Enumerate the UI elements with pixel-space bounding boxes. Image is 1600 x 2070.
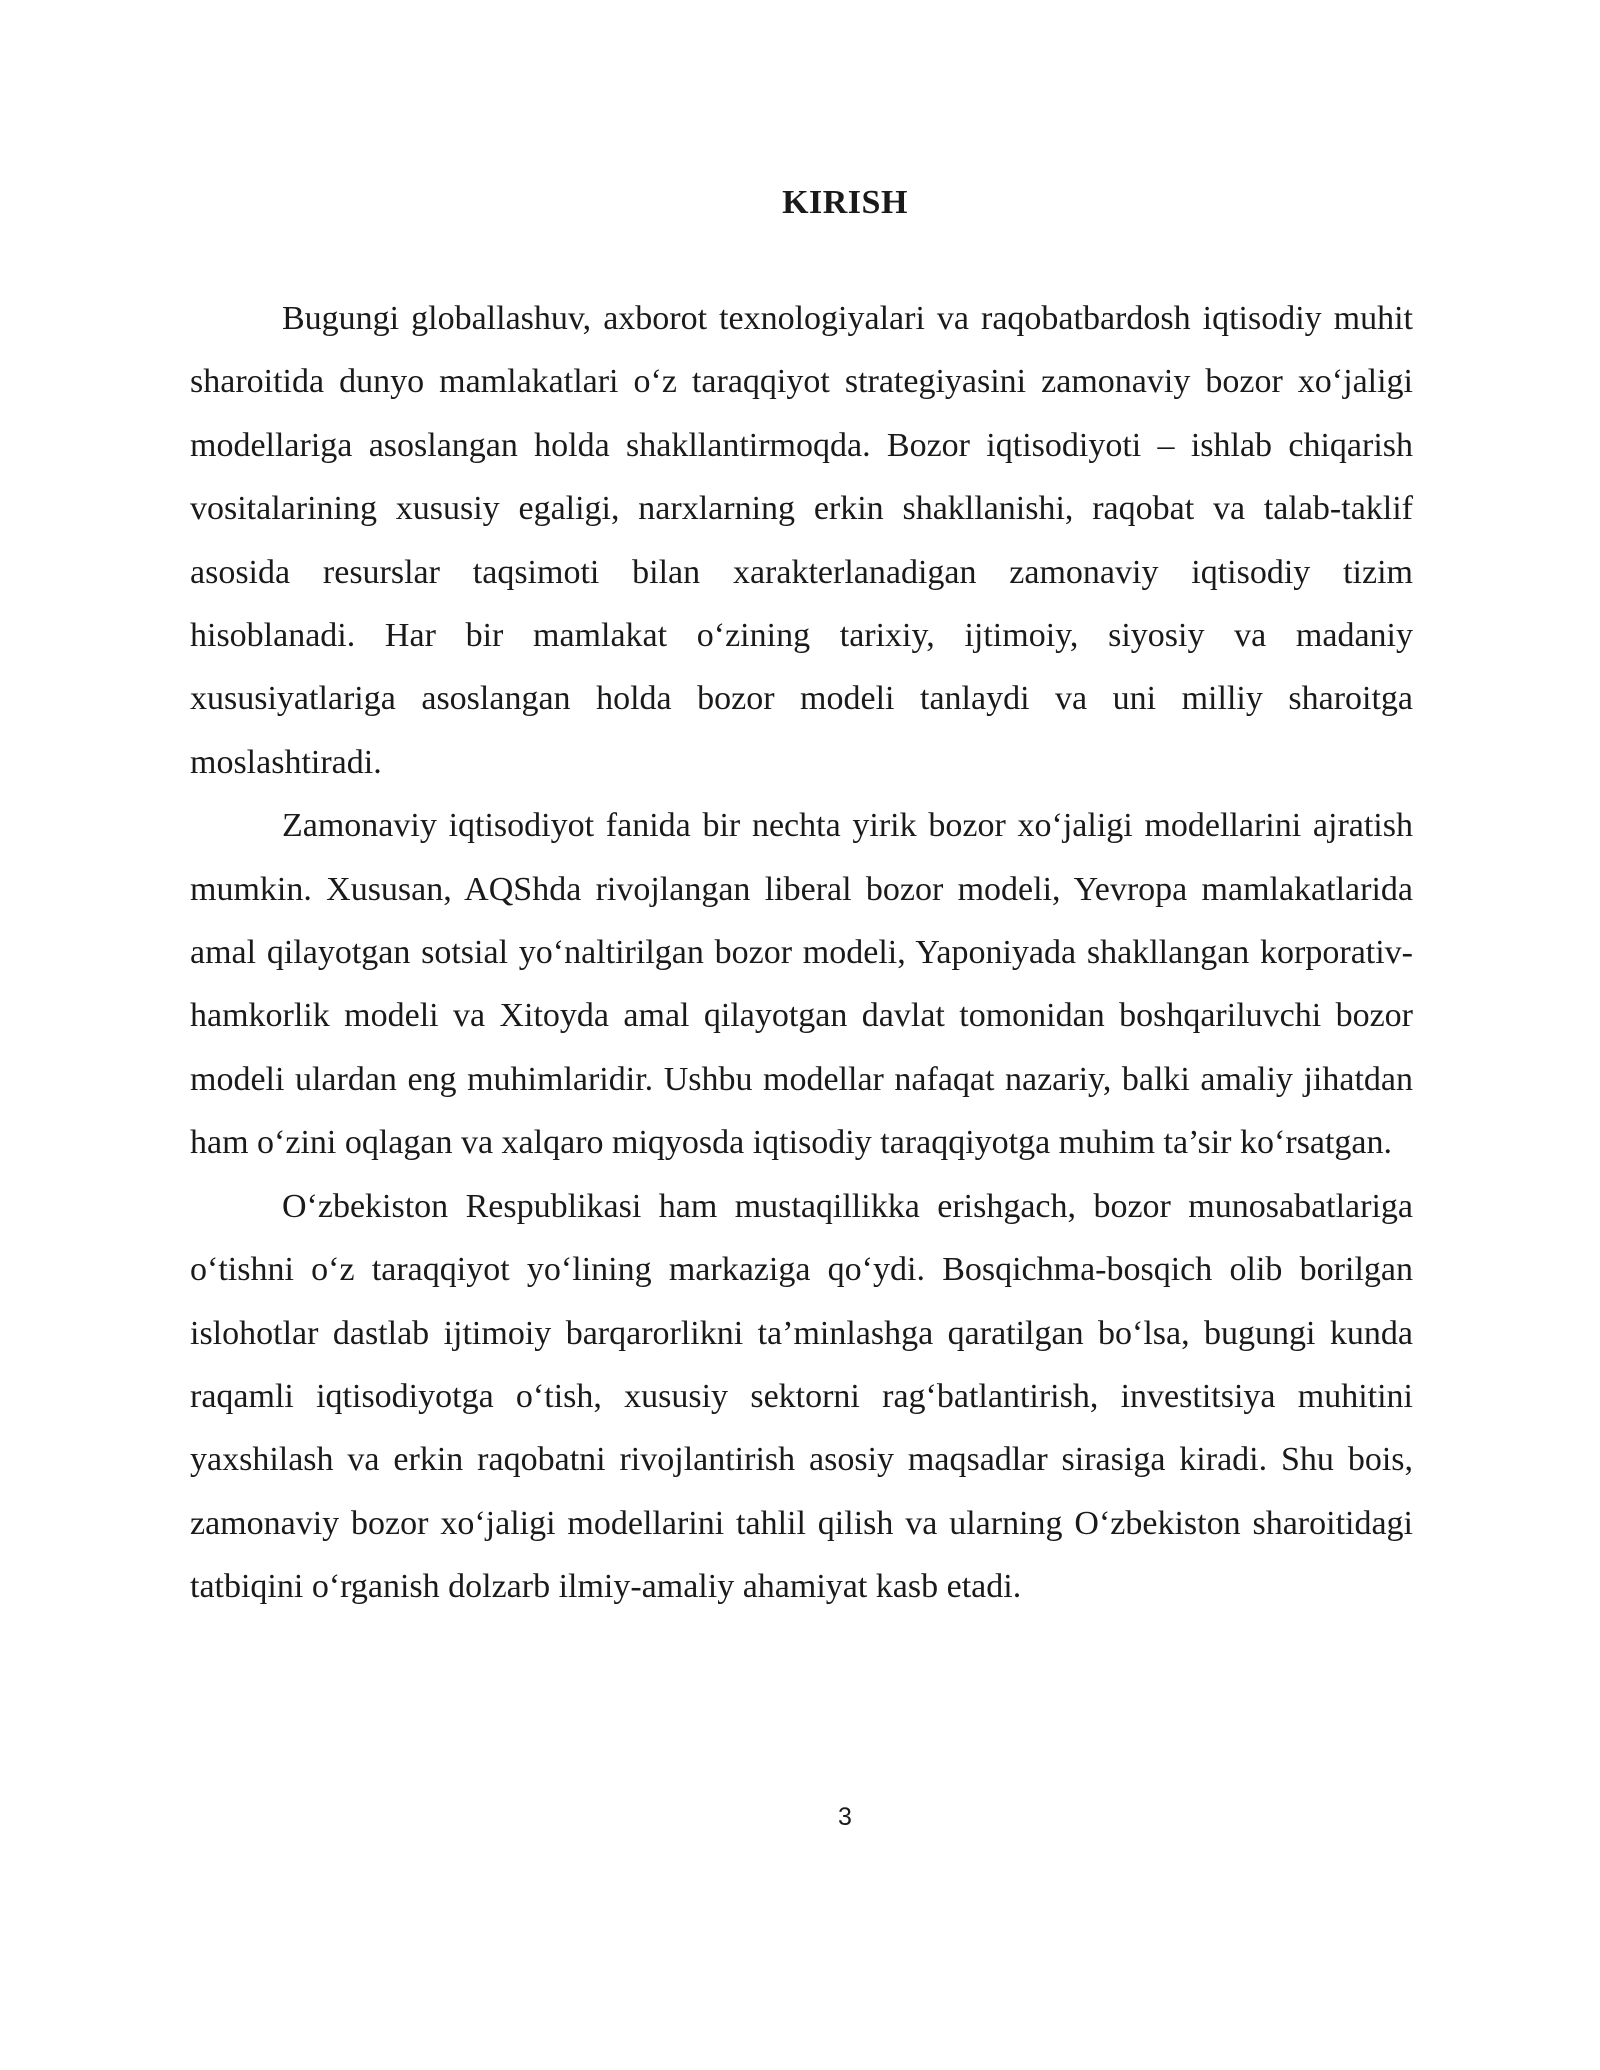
paragraph-3: O‘zbekiston Respublikasi ham mustaqillikka erishgach, bozor munosabatlariga o‘tishni o‘z taraqqiyot yo‘lining markaziga qo‘ydi. Bosqichma-bosqich olib borilgan islohotlar dastlab ijtimoiy barqarorlikni ta’minlashga qaratilgan bo‘lsa, bugungi kunda raqamli iqtisodiyotga o‘tish, xususiy sektorni rag‘batlantirish, investitsiya muhitini yaxshilash va erkin raqobatni rivojlantirish asosiy maqsadlar sirasiga kiradi. Shu bois, zamonaviy bozor xo‘jaligi modellarini tahlil qilish va ularning O‘zbekiston sharoitidagi tatbiqini o‘rganish dolzarb ilmiy-amaliy ahamiyat kasb etadi. [190, 1187, 1413, 1606]
page-title: KIRISH [782, 184, 908, 221]
paragraph-1: Bugungi globallashuv, axborot texnologiyalari va raqobatbardosh iqtisodiy muhit sharoitida dunyo mamlakatlari o‘z taraqqiyot strategiyasini zamonaviy bozor xo‘jaligi modellariga asoslangan holda shakllantirmoqda. Bozor iqtisodiyoti – ishlab chiqarish vositalarining xususiy egaligi, narxlarning erkin shakllanishi, raqobat va talab-taklif asosida resurslar taqsimoti bilan xarakterlanadigan zamonaviy iqtisodiy tizim hisoblanadi. Har bir mamlakat o‘zining tarixiy, ijtimoiy, siyosiy va madaniy xususiyatlariga asoslangan holda bozor modeli tanlaydi va uni milliy sharoitga moslashtiradi. [190, 300, 1413, 781]
paragraph-2: Zamonaviy iqtisodiyot fanida bir nechta yirik bozor xo‘jaligi modellarini ajratish mumkin. Xususan, AQShda rivojlangan liberal bozor modeli, Yevropa mamlakatlarida amal qilayotgan sotsial yo‘naltirilgan bozor modeli, Yaponiyada shakllangan korporativ-hamkorlik modeli va Xitoyda amal qilayotgan davlat tomonidan boshqariluvchi bozor modeli ulardan eng muhimlaridir. Ushbu modellar nafaqat nazariy, balki amaliy jihatdan ham o‘zini oqlagan va xalqaro miqyosda iqtisodiy taraqqiyotga muhim ta’sir ko‘rsatgan. [190, 807, 1413, 1162]
body-text [190, 287, 1413, 1619]
page-number: 3 [838, 1803, 852, 1831]
